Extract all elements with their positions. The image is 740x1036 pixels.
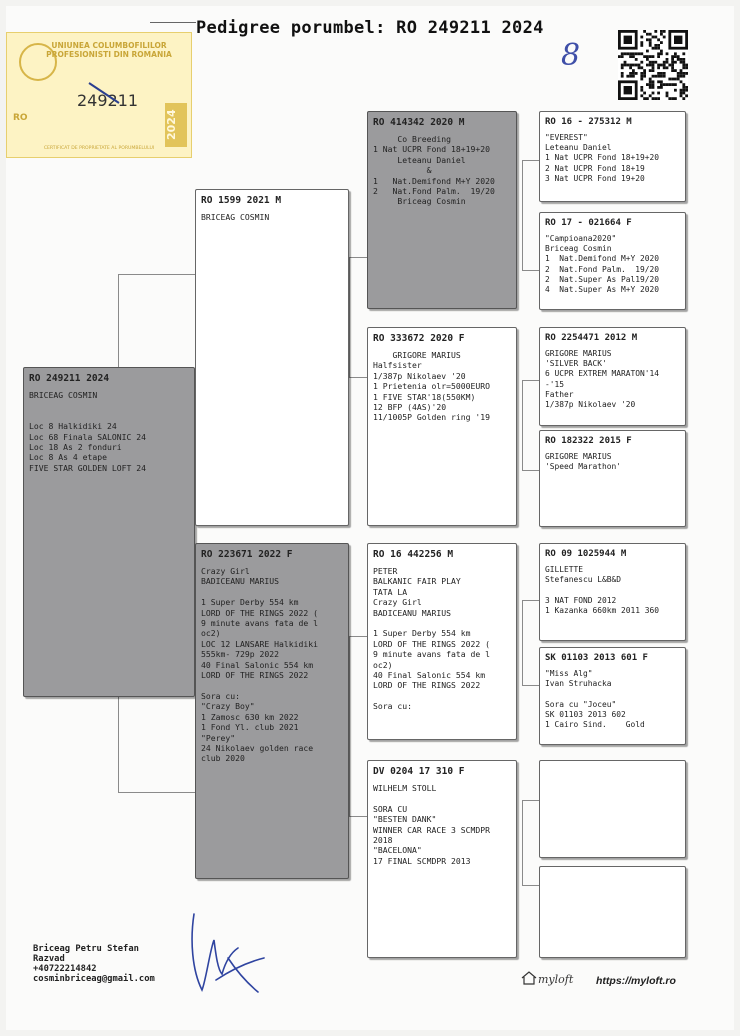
pigeon-card-dsd[interactable]	[539, 647, 686, 745]
pigeon-details: WILHELM STOLL SORA CU "BESTEN DANK" WINNER CAR RACE 3 SCMDPR 2018 "BACELONA" 17 FINAL SCMDPR 2013	[373, 783, 490, 866]
pigeon-details: BRICEAG COSMIN	[201, 212, 270, 222]
pigeon-details: "Miss Alg" Ivan Struhacka Sora cu "Joceu" SK 01103 2013 602 1 Cairo Sind. Gold	[545, 669, 645, 730]
ring-number: RO 2254471 2012 M	[545, 333, 638, 343]
pigeon-card-dam[interactable]	[195, 543, 349, 879]
ring-number: RO 16 442256 M	[373, 549, 454, 560]
pigeon-details: GILLETTE Stefanescu L&B&D 3 NAT FOND 2012 1 Kazanka 660km 2011 360	[545, 565, 660, 615]
ring-number: RO 09 1025944 M	[545, 549, 627, 559]
pigeon-details: GRIGORE MARIUS 'SILVER BACK' 6 UCPR EXTREM MARATON'14 -'15 Father 1/387p Nikolaev '20	[545, 349, 660, 410]
pen-stroke-icon	[87, 81, 123, 107]
ring-number: RO 249211 2024	[29, 373, 110, 384]
pigeon-details: Co Breeding 1 Nat UCPR Fond 18+19+20 Leteanu Daniel & 1 Nat.Demifond M+Y 2020 2 Nat.Fond Palm. 19/20 Briceag Cosmin	[373, 134, 495, 207]
pigeon-card-dss[interactable]	[539, 543, 686, 641]
ring-number: RO 1599 2021 M	[201, 195, 282, 206]
certificate-year: 2024	[165, 103, 187, 147]
connector	[522, 270, 539, 271]
connector	[522, 600, 539, 601]
ring-number: RO 223671 2022 F	[201, 549, 293, 560]
connector	[522, 800, 539, 801]
connector	[118, 274, 195, 275]
pigeon-card-dds[interactable]	[539, 760, 686, 858]
pigeon-details: BRICEAG COSMIN Loc 8 Halkidiki 24 Loc 68 Finala SALONIC 24 Loc 18 As 2 fonduri Loc 8 As 4 etape FIVE STAR GOLDEN LOFT 24	[29, 390, 146, 473]
pigeon-details: GRIGORE MARIUS 'Speed Marathon'	[545, 452, 622, 472]
connector	[118, 792, 195, 793]
connector	[349, 636, 350, 816]
pigeon-card-sire-dam[interactable]	[367, 327, 517, 526]
pigeon-details: Crazy Girl BADICEANU MARIUS 1 Super Derby 554 km LORD OF THE RINGS 2022 ( 9 minute avans fata de l oc2) LOC 12 LANSARE Halkidiki 555km- 729p 2022 40 Final Salonic 554 km LORD OF THE RINGS 2022 Sora cu: "Crazy Boy" 1 Zamosc 630 km 2022 1 Fond Yl. club 2021 "Perey" 24 Nikolaev golden race club 2020	[201, 566, 318, 764]
title-rule	[150, 22, 196, 23]
connector	[522, 160, 523, 270]
qr-code-icon	[618, 30, 688, 100]
brand-url[interactable]: https://myloft.ro	[596, 975, 676, 987]
connector	[522, 800, 523, 885]
ring-number: RO 17 - 021664 F	[545, 218, 632, 228]
pigeon-card-dam-dam[interactable]	[367, 760, 517, 958]
pigeon-card-sire-sire[interactable]	[367, 111, 517, 309]
ring-number: DV 0204 17 310 F	[373, 766, 465, 777]
brand-name: myloft	[538, 973, 574, 986]
ring-number: RO 16 - 275312 M	[545, 117, 632, 127]
connector	[349, 257, 367, 258]
connector	[118, 697, 119, 792]
connector	[349, 816, 367, 817]
handwritten-mark: 8	[561, 38, 581, 73]
certificate-code: RO	[13, 113, 28, 123]
breeder-contact: Briceag Petru Stefan Razvad +40722214842 cosminbriceag@gmail.com	[33, 944, 155, 984]
connector	[522, 160, 539, 161]
pigeon-card-sss[interactable]	[539, 111, 686, 202]
connector	[522, 685, 539, 686]
ring-number: RO 182322 2015 F	[545, 436, 632, 446]
myloft-logo-icon	[521, 971, 537, 985]
pigeon-details: "Campioana2020" Briceag Cosmin 1 Nat.Demifond M+Y 2020 2 Nat.Fond Palm. 19/20 2 Nat.Super As Pal19/20 4 Nat.Super As M+Y 2020	[545, 234, 660, 295]
connector	[118, 274, 119, 367]
certificate-org: UNIUNEA COLUMBOFILILOR PROFESIONISTI DIN ROMANIA	[46, 41, 172, 59]
pigeon-details: GRIGORE MARIUS Halfsister 1/387p Nikolaev '20 1 Prietenia olr=5000EURO 1 FIVE STAR'18(550KM) 12 BFP (4AS)'20 11/1005P Golden ring '19	[373, 350, 490, 423]
connector	[522, 380, 539, 381]
certificate-ring-number: 249211	[77, 91, 139, 110]
ring-number: SK 01103 2013 601 F	[545, 653, 648, 663]
connector	[522, 380, 523, 470]
pigeon-card-sire[interactable]	[195, 189, 349, 526]
signature-icon	[176, 910, 268, 996]
connector	[349, 257, 350, 377]
pigeon-details: PETER BALKANIC FAIR PLAY TATA LA Crazy Girl BADICEANU MARIUS 1 Super Derby 554 km LORD OF THE RINGS 2022 ( 9 minute avans fata de l oc2) 40 Final Salonic 554 km LORD OF THE RINGS 2022 Sora cu:	[373, 566, 490, 712]
connector	[349, 636, 367, 637]
ring-number: RO 414342 2020 M	[373, 117, 465, 128]
connector	[522, 600, 523, 685]
pigeon-card-sds[interactable]	[539, 327, 686, 426]
connector	[349, 377, 367, 378]
ring-number: RO 333672 2020 F	[373, 333, 465, 344]
connector	[522, 470, 539, 471]
certificate-footer: CERTIFICAT DE PROPRIETATE AL PORUMBELULUI	[43, 146, 155, 151]
pigeon-card-sdd[interactable]	[539, 430, 686, 527]
pigeon-card-main[interactable]	[23, 367, 195, 697]
pigeon-details: "EVEREST" Leteanu Daniel 1 Nat UCPR Fond 18+19+20 2 Nat UCPR Fond 18+19 3 Nat UCPR Fond 19+20	[545, 133, 660, 183]
ownership-certificate	[6, 32, 192, 158]
pigeon-card-dam-sire[interactable]	[367, 543, 517, 740]
connector	[522, 885, 539, 886]
pigeon-card-ssd[interactable]	[539, 212, 686, 310]
page-title: Pedigree porumbel: RO 249211 2024	[196, 18, 544, 38]
pigeon-card-ddd[interactable]	[539, 866, 686, 958]
